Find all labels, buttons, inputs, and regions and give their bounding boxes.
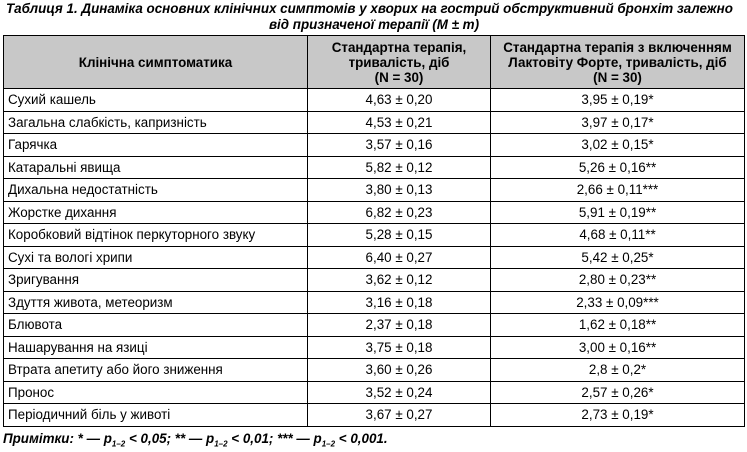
- standard-value-cell: 4,63 ± 0,20: [308, 89, 491, 112]
- standard-value-cell: 5,28 ± 0,15: [308, 224, 491, 247]
- symptom-cell: Зригування: [4, 269, 308, 292]
- table-row: [4, 246, 745, 269]
- header-standard-line-3: (N = 30): [374, 69, 424, 85]
- standard-value-cell: 3,75 ± 0,18: [308, 336, 491, 359]
- table-row: [4, 201, 745, 224]
- table-row: [4, 224, 745, 247]
- symptom-cell: Втрата апетиту або його зниження: [4, 359, 308, 382]
- header-symptoms-line: Клінічна симптоматика: [78, 54, 233, 70]
- header-standard-line-1: Стандартна терапія,: [331, 39, 467, 55]
- header-lactovit-line-1: Стандартна терапія з включенням: [503, 39, 732, 55]
- table-row: [4, 156, 745, 179]
- standard-value-cell: 6,82 ± 0,23: [308, 201, 491, 224]
- caption-line-1: Таблиця 1. Динаміка основних клінічних симптомів у хворих на гострий обструктивний бронхіт залежно: [6, 1, 733, 16]
- table-row: [4, 314, 745, 337]
- note-label: Примітки:: [3, 431, 74, 446]
- lactovit-value-cell: 2,80 ± 0,23**: [491, 269, 745, 292]
- table-note: [3, 431, 388, 449]
- header-standard-therapy: [308, 36, 491, 89]
- table-caption: [6, 1, 742, 33]
- lactovit-value-cell: 4,68 ± 0,11**: [491, 224, 745, 247]
- symptom-cell: Дихальна недостатність: [4, 179, 308, 202]
- symptom-cell: Гарячка: [4, 134, 308, 157]
- table-row: [4, 179, 745, 202]
- header-symptoms: [4, 36, 308, 89]
- note-sub-1: 1–2: [111, 439, 126, 449]
- table-row: [4, 336, 745, 359]
- note-part-1: * — p: [73, 431, 112, 446]
- table-row: [4, 291, 745, 314]
- symptom-cell: Сухі та вологі хрипи: [4, 246, 308, 269]
- symptom-cell: Здуття живота, метеоризм: [4, 291, 308, 314]
- standard-value-cell: 3,57 ± 0,16: [308, 134, 491, 157]
- standard-value-cell: 3,80 ± 0,13: [308, 179, 491, 202]
- table-row: [4, 111, 745, 134]
- lactovit-value-cell: 3,02 ± 0,15*: [491, 134, 745, 157]
- standard-value-cell: 2,37 ± 0,18: [308, 314, 491, 337]
- symptom-cell: Загальна слабкість, капризність: [4, 111, 308, 134]
- standard-value-cell: 3,67 ± 0,27: [308, 404, 491, 427]
- lactovit-value-cell: 3,97 ± 0,17*: [491, 111, 745, 134]
- header-standard-line-2: тривалість, діб: [348, 54, 450, 70]
- standard-value-cell: 3,60 ± 0,26: [308, 359, 491, 382]
- caption-line-2: від призначеної терапії (M ± m): [268, 17, 480, 32]
- lactovit-value-cell: 5,26 ± 0,16**: [491, 156, 745, 179]
- lactovit-value-cell: 3,95 ± 0,19*: [491, 89, 745, 112]
- lactovit-value-cell: 2,8 ± 0,2*: [491, 359, 745, 382]
- table-row: [4, 269, 745, 292]
- table-row: [4, 404, 745, 427]
- standard-value-cell: 5,82 ± 0,12: [308, 156, 491, 179]
- standard-value-cell: 3,16 ± 0,18: [308, 291, 491, 314]
- lactovit-value-cell: 2,57 ± 0,26*: [491, 381, 745, 404]
- symptom-cell: Періодичний біль у животі: [4, 404, 308, 427]
- lactovit-value-cell: 5,91 ± 0,19**: [491, 201, 745, 224]
- table-row: [4, 381, 745, 404]
- standard-value-cell: 6,40 ± 0,27: [308, 246, 491, 269]
- symptom-cell: Нашарування на язиці: [4, 336, 308, 359]
- standard-value-cell: 3,62 ± 0,12: [308, 269, 491, 292]
- header-lactovit-line-3: (N = 30): [593, 69, 642, 85]
- table-row: [4, 134, 745, 157]
- header-lactovit-therapy: [491, 36, 745, 89]
- lactovit-value-cell: 2,66 ± 0,11***: [491, 179, 745, 202]
- table-body: [4, 89, 745, 427]
- lactovit-value-cell: 1,62 ± 0,18**: [491, 314, 745, 337]
- note-part-3: < 0,01; *** — p: [227, 431, 322, 446]
- table-row: [4, 89, 745, 112]
- note-part-4: < 0,001.: [335, 431, 388, 446]
- table-row: [4, 359, 745, 382]
- symptom-cell: Жорстке дихання: [4, 201, 308, 224]
- symptom-cell: Сухий кашель: [4, 89, 308, 112]
- symptom-cell: Блювота: [4, 314, 308, 337]
- lactovit-value-cell: 2,73 ± 0,19*: [491, 404, 745, 427]
- header-lactovit-line-2: Лактовіту Форте, тривалість, діб: [508, 54, 727, 70]
- lactovit-value-cell: 3,00 ± 0,16**: [491, 336, 745, 359]
- symptom-cell: Пронос: [4, 381, 308, 404]
- symptom-cell: Коробковий відтінок перкуторного звуку: [4, 224, 308, 247]
- header-row: [4, 36, 745, 89]
- standard-value-cell: 3,52 ± 0,24: [308, 381, 491, 404]
- note-sub-2: 1–2: [214, 439, 228, 449]
- note-sub-3: 1–2: [321, 439, 336, 449]
- lactovit-value-cell: 5,42 ± 0,25*: [491, 246, 745, 269]
- standard-value-cell: 4,53 ± 0,21: [308, 111, 491, 134]
- note-part-2: < 0,05; ** — p: [125, 431, 215, 446]
- symptom-cell: Катаральні явища: [4, 156, 308, 179]
- lactovit-value-cell: 2,33 ± 0,09***: [491, 291, 745, 314]
- symptoms-table: [3, 35, 745, 427]
